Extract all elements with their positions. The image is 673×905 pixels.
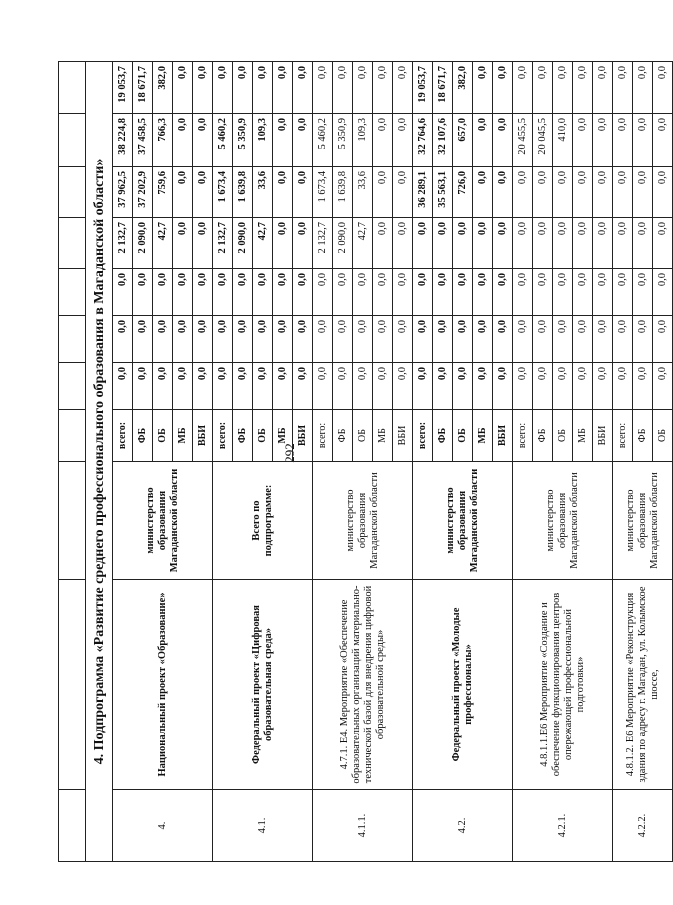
amount-cell: 0,0 (193, 62, 213, 114)
amount-cell: 0,0 (513, 167, 533, 218)
amount-cell: 0,0 (633, 62, 653, 114)
amount-cell: 0,0 (553, 363, 573, 410)
amount-cell: 0,0 (413, 363, 433, 410)
amount-cell: 33,6 (353, 167, 373, 218)
amount-cell: 0,0 (473, 218, 493, 269)
amount-cell: 0,0 (613, 269, 633, 316)
amount-cell: 0,0 (613, 363, 633, 410)
amount-cell: 0,0 (593, 218, 613, 269)
amount-cell: 0,0 (553, 167, 573, 218)
amount-cell: 0,0 (273, 62, 293, 114)
amount-cell: 0,0 (373, 114, 393, 167)
amount-cell: 2 132,7 (113, 218, 133, 269)
amount-cell: 0,0 (173, 269, 193, 316)
amount-cell: 0,0 (373, 167, 393, 218)
amount-cell: 0,0 (533, 167, 553, 218)
item-name: 4.8.1.2. Е6 Мероприятие «Реконструкция здания по адресу г. Магадан, ул. Колымское шоссе, (613, 580, 673, 790)
funding-source: ОБ (453, 410, 473, 462)
header-cell (59, 790, 86, 862)
executor: Всего по подпрограмме: (213, 462, 313, 580)
amount-cell: 42,7 (253, 218, 273, 269)
amount-cell: 0,0 (193, 363, 213, 410)
page-number: 292 (282, 443, 297, 463)
header-cell (59, 62, 86, 114)
amount-cell: 1 639,8 (333, 167, 353, 218)
amount-cell: 0,0 (353, 269, 373, 316)
amount-cell: 109,3 (253, 114, 273, 167)
amount-cell: 0,0 (633, 218, 653, 269)
executor: министерство образования Магаданской области (113, 462, 213, 580)
amount-cell: 382,0 (153, 62, 173, 114)
amount-cell: 42,7 (153, 218, 173, 269)
amount-cell: 0,0 (373, 218, 393, 269)
amount-cell: 0,0 (613, 114, 633, 167)
amount-cell: 0,0 (373, 62, 393, 114)
amount-cell: 382,0 (453, 62, 473, 114)
funding-source: всего: (513, 410, 533, 462)
amount-cell: 0,0 (393, 218, 413, 269)
funding-source: ФБ (233, 410, 253, 462)
amount-cell: 0,0 (433, 316, 453, 363)
amount-cell: 5 350,9 (233, 114, 253, 167)
amount-cell: 0,0 (533, 316, 553, 363)
amount-cell: 0,0 (133, 269, 153, 316)
header-cell (59, 167, 86, 218)
table-row (413, 62, 433, 862)
amount-cell: 0,0 (593, 316, 613, 363)
amount-cell: 0,0 (313, 363, 333, 410)
funding-source: МБ (373, 410, 393, 462)
funding-source: ВБИ (493, 410, 513, 462)
funding-source: ВБИ (293, 410, 313, 462)
amount-cell: 2 132,7 (213, 218, 233, 269)
amount-cell: 0,0 (293, 167, 313, 218)
amount-cell: 0,0 (473, 316, 493, 363)
amount-cell: 0,0 (153, 269, 173, 316)
amount-cell: 0,0 (433, 218, 453, 269)
amount-cell: 0,0 (533, 62, 553, 114)
amount-cell: 0,0 (293, 62, 313, 114)
amount-cell: 0,0 (573, 316, 593, 363)
amount-cell: 0,0 (173, 363, 193, 410)
funding-source: МБ (173, 410, 193, 462)
amount-cell: 0,0 (293, 316, 313, 363)
funding-source: ВБИ (593, 410, 613, 462)
item-name: Федеральный проект «Молодые профессионалы» (413, 580, 513, 790)
amount-cell: 0,0 (473, 363, 493, 410)
amount-cell: 32 764,6 (413, 114, 433, 167)
amount-cell: 0,0 (493, 363, 513, 410)
amount-cell: 37 202,9 (133, 167, 153, 218)
amount-cell: 0,0 (633, 316, 653, 363)
amount-cell: 759,6 (153, 167, 173, 218)
amount-cell: 0,0 (473, 167, 493, 218)
amount-cell: 0,0 (373, 363, 393, 410)
amount-cell: 0,0 (633, 114, 653, 167)
amount-cell: 0,0 (513, 62, 533, 114)
amount-cell: 0,0 (293, 269, 313, 316)
amount-cell: 0,0 (473, 269, 493, 316)
table-row (513, 62, 533, 862)
amount-cell: 20 455,5 (513, 114, 533, 167)
amount-cell: 0,0 (193, 167, 213, 218)
amount-cell: 0,0 (253, 363, 273, 410)
amount-cell: 0,0 (553, 62, 573, 114)
header-cell (59, 269, 86, 316)
amount-cell: 0,0 (273, 218, 293, 269)
amount-cell: 20 045,5 (533, 114, 553, 167)
amount-cell: 0,0 (173, 114, 193, 167)
item-name: Национальный проект «Образование» (113, 580, 213, 790)
amount-cell: 0,0 (613, 62, 633, 114)
amount-cell: 0,0 (353, 316, 373, 363)
amount-cell: 0,0 (193, 114, 213, 167)
header-cell (59, 218, 86, 269)
amount-cell: 0,0 (653, 363, 673, 410)
amount-cell: 19 053,7 (413, 62, 433, 114)
amount-cell: 0,0 (653, 218, 673, 269)
amount-cell: 0,0 (153, 363, 173, 410)
amount-cell: 0,0 (173, 316, 193, 363)
amount-cell: 0,0 (553, 269, 573, 316)
funding-source: ОБ (553, 410, 573, 462)
funding-source: ОБ (253, 410, 273, 462)
funding-source: всего: (113, 410, 133, 462)
amount-cell: 0,0 (513, 363, 533, 410)
amount-cell: 0,0 (173, 167, 193, 218)
amount-cell: 0,0 (173, 218, 193, 269)
amount-cell: 0,0 (113, 316, 133, 363)
amount-cell: 0,0 (533, 363, 553, 410)
amount-cell: 0,0 (293, 114, 313, 167)
executor: министерство образования Магаданской области (313, 462, 413, 580)
amount-cell: 0,0 (453, 316, 473, 363)
amount-cell: 0,0 (113, 363, 133, 410)
funding-source: всего: (313, 410, 333, 462)
amount-cell: 0,0 (393, 114, 413, 167)
amount-cell: 37 962,5 (113, 167, 133, 218)
funding-source: всего: (213, 410, 233, 462)
amount-cell: 0,0 (293, 218, 313, 269)
amount-cell: 0,0 (573, 114, 593, 167)
amount-cell: 0,0 (613, 218, 633, 269)
amount-cell: 0,0 (413, 218, 433, 269)
funding-source: ФБ (433, 410, 453, 462)
amount-cell: 0,0 (213, 363, 233, 410)
funding-source: МБ (473, 410, 493, 462)
amount-cell: 0,0 (493, 218, 513, 269)
amount-cell: 0,0 (393, 363, 413, 410)
amount-cell: 0,0 (393, 316, 413, 363)
funding-source: ВБИ (193, 410, 213, 462)
amount-cell: 0,0 (633, 363, 653, 410)
amount-cell: 0,0 (353, 363, 373, 410)
amount-cell: 0,0 (493, 114, 513, 167)
item-number: 4.1.1. (313, 790, 413, 862)
amount-cell: 2 090,0 (333, 218, 353, 269)
funding-source: всего: (413, 410, 433, 462)
amount-cell: 32 107,6 (433, 114, 453, 167)
header-cell (59, 580, 86, 790)
amount-cell: 0,0 (193, 269, 213, 316)
executor: министерство образования Магаданской области (413, 462, 513, 580)
item-number: 4.2.2. (613, 790, 673, 862)
amount-cell: 0,0 (293, 363, 313, 410)
funding-source: ФБ (633, 410, 653, 462)
amount-cell: 0,0 (613, 167, 633, 218)
funding-source: ОБ (353, 410, 373, 462)
amount-cell: 0,0 (593, 269, 613, 316)
amount-cell: 0,0 (333, 62, 353, 114)
header-cell (59, 114, 86, 167)
amount-cell: 0,0 (573, 167, 593, 218)
amount-cell: 0,0 (313, 269, 333, 316)
item-number: 4.2.1. (513, 790, 613, 862)
amount-cell: 5 460,2 (313, 114, 333, 167)
item-number: 4.2. (413, 790, 513, 862)
amount-cell: 766,3 (153, 114, 173, 167)
subprogram-title: 4. Подпрограмма «Развитие среднего профессионального образования в Магаданской области» (86, 62, 113, 862)
item-number: 4. (113, 790, 213, 862)
amount-cell: 0,0 (493, 269, 513, 316)
amount-cell: 0,0 (253, 269, 273, 316)
amount-cell: 0,0 (473, 114, 493, 167)
amount-cell: 0,0 (593, 62, 613, 114)
subprogram-title-row (86, 62, 113, 862)
amount-cell: 0,0 (333, 316, 353, 363)
amount-cell: 0,0 (493, 167, 513, 218)
table-row (613, 62, 633, 862)
amount-cell: 0,0 (233, 62, 253, 114)
amount-cell: 0,0 (513, 218, 533, 269)
amount-cell: 0,0 (393, 269, 413, 316)
header-row (59, 62, 86, 862)
amount-cell: 0,0 (653, 316, 673, 363)
amount-cell: 0,0 (653, 167, 673, 218)
amount-cell: 109,3 (353, 114, 373, 167)
amount-cell: 0,0 (353, 62, 373, 114)
amount-cell: 0,0 (573, 218, 593, 269)
amount-cell: 0,0 (233, 269, 253, 316)
item-name: 4.7.1. Е4. Мероприятие «Обеспечение образовательных организаций материально-технической базой для внедрения цифровой образовательной среды» (313, 580, 413, 790)
amount-cell: 0,0 (573, 269, 593, 316)
amount-cell: 2 090,0 (133, 218, 153, 269)
amount-cell: 0,0 (313, 62, 333, 114)
amount-cell: 1 639,8 (233, 167, 253, 218)
item-name: 4.8.1.1.Е6 Мероприятие «Создание и обеспечение функционирования центров опережающей профессиональной подготовки» (513, 580, 613, 790)
amount-cell: 36 289,1 (413, 167, 433, 218)
amount-cell: 0,0 (533, 269, 553, 316)
amount-cell: 2 132,7 (313, 218, 333, 269)
amount-cell: 0,0 (333, 363, 353, 410)
amount-cell: 0,0 (633, 167, 653, 218)
amount-cell: 0,0 (653, 62, 673, 114)
amount-cell: 0,0 (593, 167, 613, 218)
amount-cell: 5 460,2 (213, 114, 233, 167)
funding-source: ВБИ (393, 410, 413, 462)
amount-cell: 0,0 (273, 269, 293, 316)
amount-cell: 0,0 (253, 316, 273, 363)
amount-cell: 0,0 (153, 316, 173, 363)
amount-cell: 35 563,1 (433, 167, 453, 218)
amount-cell: 0,0 (373, 269, 393, 316)
amount-cell: 0,0 (273, 316, 293, 363)
amount-cell: 0,0 (493, 62, 513, 114)
table-row (313, 62, 333, 862)
amount-cell: 1 673,4 (213, 167, 233, 218)
amount-cell: 0,0 (213, 316, 233, 363)
amount-cell: 0,0 (513, 316, 533, 363)
amount-cell: 38 224,8 (113, 114, 133, 167)
table-row (113, 62, 133, 862)
funding-source: ФБ (533, 410, 553, 462)
amount-cell: 37 458,5 (133, 114, 153, 167)
amount-cell: 42,7 (353, 218, 373, 269)
funding-source: всего: (613, 410, 633, 462)
amount-cell: 0,0 (233, 363, 253, 410)
amount-cell: 0,0 (413, 316, 433, 363)
amount-cell: 0,0 (233, 316, 253, 363)
header-cell (59, 363, 86, 410)
amount-cell: 0,0 (393, 62, 413, 114)
amount-cell: 0,0 (613, 316, 633, 363)
amount-cell: 0,0 (133, 316, 153, 363)
amount-cell: 0,0 (413, 269, 433, 316)
amount-cell: 1 673,4 (313, 167, 333, 218)
amount-cell: 0,0 (213, 269, 233, 316)
amount-cell: 0,0 (273, 167, 293, 218)
amount-cell: 0,0 (593, 114, 613, 167)
funding-source: МБ (573, 410, 593, 462)
amount-cell: 0,0 (573, 363, 593, 410)
amount-cell: 18 671,7 (433, 62, 453, 114)
amount-cell: 5 350,9 (333, 114, 353, 167)
amount-cell: 0,0 (533, 218, 553, 269)
amount-cell: 0,0 (433, 269, 453, 316)
amount-cell: 0,0 (513, 269, 533, 316)
amount-cell: 0,0 (653, 114, 673, 167)
amount-cell: 0,0 (253, 62, 273, 114)
amount-cell: 726,0 (453, 167, 473, 218)
amount-cell: 2 090,0 (233, 218, 253, 269)
executor: министерство образования Магаданской области (513, 462, 613, 580)
amount-cell: 0,0 (453, 269, 473, 316)
amount-cell: 0,0 (173, 62, 193, 114)
rotated-table-container (58, 62, 668, 862)
amount-cell: 19 053,7 (113, 62, 133, 114)
funding-source: МБ (273, 410, 293, 462)
amount-cell: 0,0 (653, 269, 673, 316)
table-row (213, 62, 233, 862)
amount-cell: 0,0 (193, 316, 213, 363)
header-cell (59, 462, 86, 580)
item-name: Федеральный проект «Цифровая образовательная среда» (213, 580, 313, 790)
item-number: 4.1. (213, 790, 313, 862)
amount-cell: 0,0 (373, 316, 393, 363)
amount-cell: 0,0 (573, 62, 593, 114)
budget-table (58, 61, 673, 862)
amount-cell: 0,0 (433, 363, 453, 410)
amount-cell: 0,0 (553, 316, 573, 363)
funding-source: ОБ (153, 410, 173, 462)
amount-cell: 0,0 (113, 269, 133, 316)
amount-cell: 0,0 (473, 62, 493, 114)
amount-cell: 0,0 (273, 363, 293, 410)
funding-source: ФБ (333, 410, 353, 462)
amount-cell: 0,0 (633, 269, 653, 316)
amount-cell: 0,0 (333, 269, 353, 316)
amount-cell: 0,0 (273, 114, 293, 167)
header-cell (59, 410, 86, 462)
amount-cell: 0,0 (453, 218, 473, 269)
funding-source: ОБ (653, 410, 673, 462)
amount-cell: 18 671,7 (133, 62, 153, 114)
amount-cell: 0,0 (453, 363, 473, 410)
amount-cell: 0,0 (553, 218, 573, 269)
header-cell (59, 316, 86, 363)
amount-cell: 0,0 (313, 316, 333, 363)
executor: министерство образования Магаданской области (613, 462, 673, 580)
amount-cell: 0,0 (493, 316, 513, 363)
amount-cell: 0,0 (593, 363, 613, 410)
funding-source: ФБ (133, 410, 153, 462)
amount-cell: 410,0 (553, 114, 573, 167)
amount-cell: 0,0 (193, 218, 213, 269)
amount-cell: 0,0 (393, 167, 413, 218)
amount-cell: 0,0 (133, 363, 153, 410)
amount-cell: 0,0 (213, 62, 233, 114)
amount-cell: 33,6 (253, 167, 273, 218)
amount-cell: 657,0 (453, 114, 473, 167)
